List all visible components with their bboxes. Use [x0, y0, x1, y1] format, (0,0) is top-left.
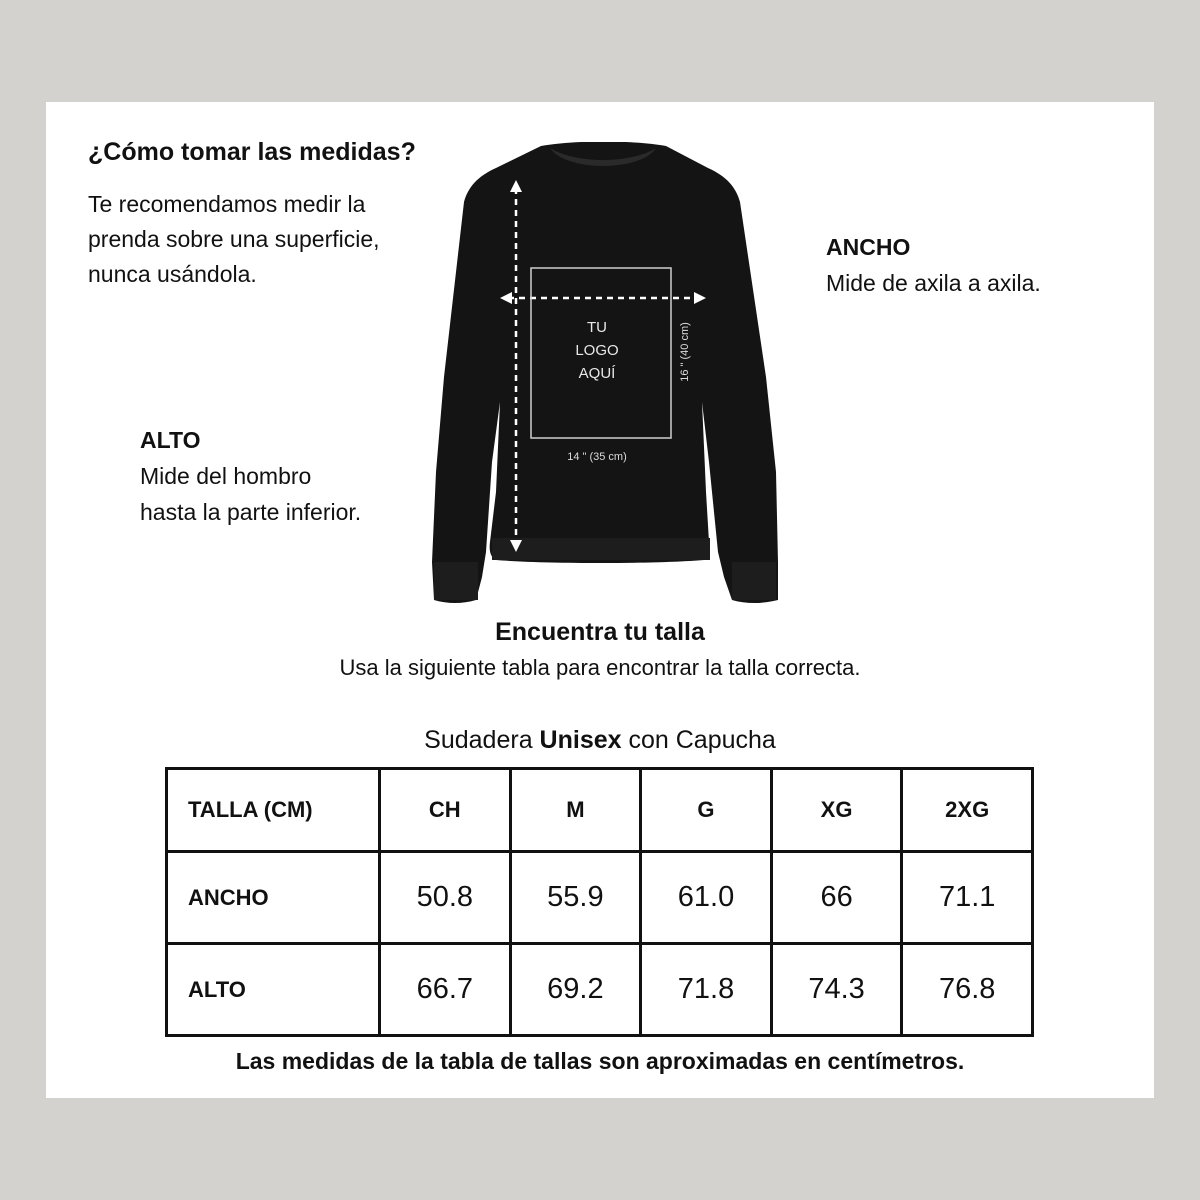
- table-cell: 71.8: [641, 944, 772, 1036]
- header-cell: 2XG: [902, 769, 1033, 852]
- header-cell: M: [510, 769, 641, 852]
- table-cell: 66.7: [380, 944, 511, 1036]
- row-label-cell: ANCHO: [167, 852, 380, 944]
- logo-text-line3: AQUÍ: [578, 365, 616, 382]
- how-to-measure-title: ¿Cómo tomar las medidas?: [88, 138, 416, 166]
- hem-band: [492, 538, 710, 560]
- table-cell: 55.9: [510, 852, 641, 944]
- right-cuff: [732, 562, 776, 600]
- table-footnote: Las medidas de la tabla de tallas son aproximadas en centímetros.: [235, 1048, 965, 1074]
- find-size-title: Encuentra tu talla: [495, 618, 705, 646]
- table-cell: 61.0: [641, 852, 772, 944]
- caption-suffix: con Capucha: [621, 726, 776, 754]
- header-cell: G: [641, 769, 772, 852]
- left-cuff: [434, 562, 478, 600]
- table-cell: 71.1: [902, 852, 1033, 944]
- ancho-description: Mide de axila a axila.: [826, 270, 1041, 296]
- table-cell: 76.8: [902, 944, 1033, 1036]
- alto-description-line2: hasta la parte inferior.: [140, 499, 362, 525]
- how-to-measure-text: Te recomendamos medir la prenda sobre una superficie, nunca usándola.: [88, 191, 380, 287]
- table-cell: 69.2: [510, 944, 641, 1036]
- alto-label: ALTO: [140, 427, 201, 453]
- row-label-cell: ALTO: [167, 944, 380, 1036]
- ancho-info: [826, 229, 1041, 301]
- header-cell: CH: [380, 769, 511, 852]
- table-header-row: [167, 769, 1033, 852]
- logo-text-line1: TU: [587, 319, 607, 336]
- table-row: [167, 944, 1033, 1036]
- width-dimension-label: 14 " (35 cm): [567, 451, 627, 463]
- header-cell: TALLA (CM): [167, 769, 380, 852]
- find-size-subtitle: Usa la siguiente tabla para encontrar la talla correcta.: [339, 655, 861, 680]
- sweatshirt-illustration: [426, 142, 780, 604]
- header-cell: XG: [771, 769, 902, 852]
- ancho-label: ANCHO: [826, 234, 911, 260]
- table-caption: [46, 726, 1154, 755]
- caption-bold: Unisex: [539, 726, 622, 754]
- caption-prefix: Sudadera: [424, 726, 540, 754]
- table-cell: 74.3: [771, 944, 902, 1036]
- table-cell: 50.8: [380, 852, 511, 944]
- size-table: [165, 767, 1034, 1037]
- alto-info: [140, 422, 361, 530]
- logo-text-line2: LOGO: [575, 342, 619, 359]
- height-dimension-label: 16 " (40 cm): [679, 322, 691, 382]
- table-cell: 66: [771, 852, 902, 944]
- alto-description-line1: Mide del hombro: [140, 463, 312, 489]
- size-guide-card: [46, 102, 1154, 1098]
- table-row: [167, 852, 1033, 944]
